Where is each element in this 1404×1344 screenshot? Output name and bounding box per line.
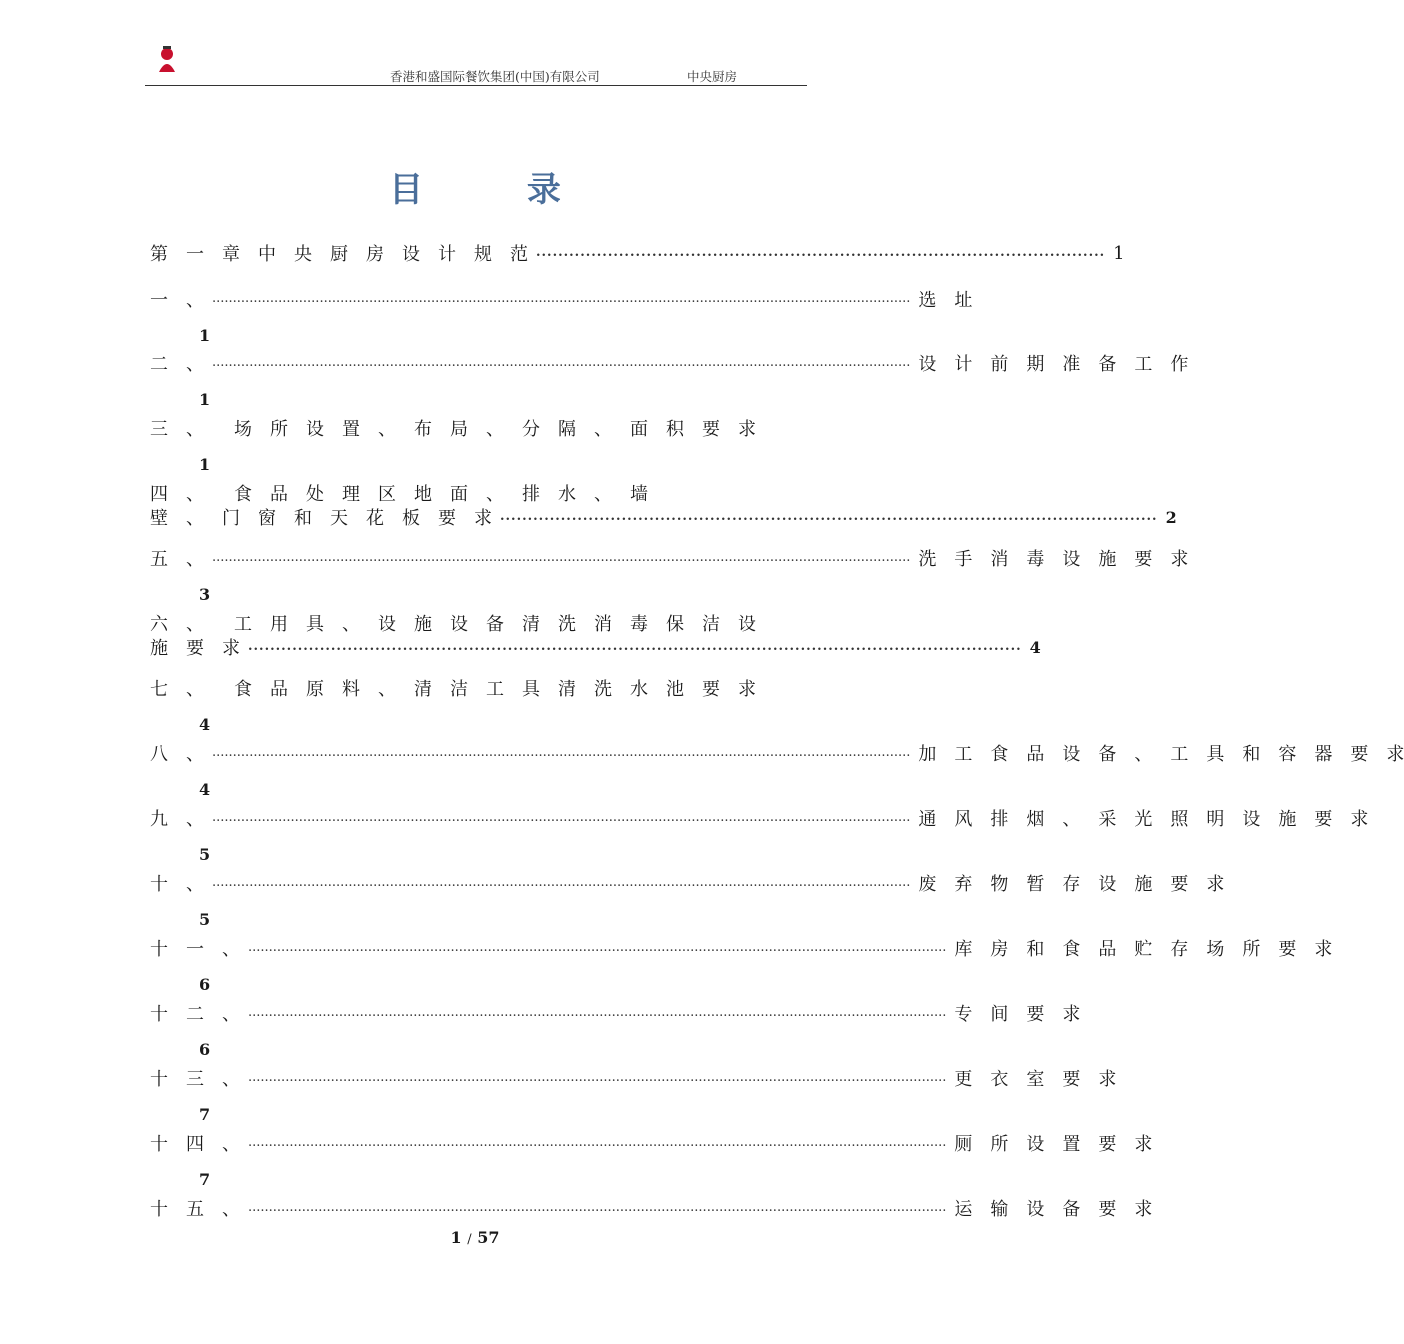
toc-char: 设 (1242, 809, 1261, 830)
toc-entry-label (150, 935, 240, 961)
toc-char: 天 (330, 508, 348, 529)
footer-total-pages: 57 (477, 1228, 500, 1247)
toc-char: 废 (918, 874, 937, 895)
toc-entry-2[interactable] (150, 348, 1189, 409)
toc-char: 设 (306, 419, 324, 440)
toc-char: 、 (186, 484, 204, 505)
toc-char: 设 (1062, 549, 1081, 570)
toc-char: 求 (1314, 939, 1333, 960)
toc-char: 十 (150, 1199, 168, 1220)
toc-leader: ......................................................................................................................................................................... (212, 550, 911, 565)
toc-entry-1[interactable] (150, 284, 973, 345)
toc-entry-6[interactable] (150, 608, 1041, 668)
toc-char: 求 (1206, 874, 1225, 895)
toc-entry-10[interactable] (150, 868, 1225, 929)
toc-leader: ......................................................................................................................................................................... (212, 291, 911, 306)
toc-char: 水 (630, 679, 648, 700)
toc-char: 、 (594, 484, 612, 505)
toc-entry-8[interactable] (150, 738, 1404, 799)
toc-char: 具 (522, 679, 540, 700)
toc-entry-title (954, 1065, 1116, 1091)
toc-char: 、 (186, 614, 204, 635)
toc-entry-5[interactable] (150, 543, 1189, 604)
toc-char: 央 (294, 244, 312, 265)
toc-entry-label (150, 286, 204, 312)
toc-char: 工 (954, 744, 973, 765)
toc-page-number: 1 (199, 390, 211, 409)
toc-char: 衣 (990, 1069, 1009, 1090)
toc-char: 光 (1134, 809, 1153, 830)
toc-char: 七 (150, 679, 168, 700)
toc-entry-title (954, 1130, 1152, 1156)
toc-char: 用 (270, 614, 288, 635)
toc-char: 计 (954, 354, 973, 375)
toc-char: 食 (990, 744, 1009, 765)
toc-leader: ......................................................................................................................................................................... (212, 810, 911, 825)
toc-entry-title-line2 (150, 504, 492, 530)
toc-char: 选 (918, 290, 937, 311)
toc-leader: ............................................................................................................................................ (248, 639, 1022, 654)
toc-page-number: 6 (199, 975, 211, 994)
toc-char: 和 (1242, 744, 1261, 765)
toc-char: 求 (1098, 1069, 1117, 1090)
toc-char: 品 (270, 484, 288, 505)
toc-entry-14[interactable] (150, 1128, 1153, 1189)
toc-entry-7[interactable] (150, 673, 802, 733)
toc-page-number: 4 (199, 780, 211, 799)
toc-char: 要 (1170, 874, 1189, 895)
toc-char: 场 (234, 419, 252, 440)
toc-char: 四 (150, 484, 168, 505)
toc-char: 施 (1134, 874, 1153, 895)
header-company-name: 香港和盛国际餐饮集团(中国)有限公司 (390, 69, 600, 84)
toc-entry-title (954, 1195, 1152, 1221)
toc-char: 、 (486, 484, 504, 505)
toc-char: 三 (150, 419, 168, 440)
toc-char: 所 (270, 419, 288, 440)
toc-char: 要 (1026, 1004, 1045, 1025)
toc-char: 地 (414, 484, 432, 505)
toc-char: 洗 (918, 549, 937, 570)
toc-char: 、 (186, 874, 204, 895)
toc-char: 明 (1206, 809, 1225, 830)
toc-page-number: 5 (199, 910, 211, 929)
toc-char: 要 (702, 419, 720, 440)
toc-char: 房 (990, 939, 1009, 960)
toc-char: 存 (1062, 874, 1081, 895)
toc-page-number: 2 (1165, 507, 1177, 527)
toc-char: 场 (1206, 939, 1225, 960)
toc-leader: ......................................................................................................................................................................... (248, 1070, 947, 1085)
toc-char: 、 (186, 508, 204, 529)
toc-char: 和 (1026, 939, 1045, 960)
toc-char: 物 (990, 874, 1009, 895)
toc-char: 设 (402, 244, 420, 265)
toc-char: 二 (150, 354, 168, 375)
toc-char: 所 (990, 1134, 1009, 1155)
toc-char: 区 (378, 484, 396, 505)
toc-char: 清 (558, 679, 576, 700)
toc-char: 要 (1098, 1199, 1117, 1220)
toc-entry-label (150, 740, 204, 766)
toc-title: 目 录 (389, 170, 607, 210)
toc-char: 洁 (702, 614, 720, 635)
toc-char: 、 (186, 809, 204, 830)
toc-char: 贮 (1134, 939, 1153, 960)
toc-char: 置 (1062, 1134, 1081, 1155)
toc-char: 洗 (594, 679, 612, 700)
toc-char: 十 (150, 1069, 168, 1090)
toc-entry-label (150, 350, 204, 376)
toc-page-number: 6 (199, 1040, 211, 1059)
toc-char: 和 (294, 508, 312, 529)
toc-leader: ....................................................................................................................... (500, 509, 1158, 524)
toc-char: 积 (666, 419, 684, 440)
toc-char: 原 (306, 679, 324, 700)
toc-char: 前 (990, 354, 1009, 375)
footer-separator: / (467, 1232, 472, 1247)
toc-char: 设 (450, 614, 468, 635)
toc-char: 输 (990, 1199, 1009, 1220)
toc-leader: ......................................................................................................................................................................... (248, 1005, 947, 1020)
toc-char: 八 (150, 744, 168, 765)
toc-char: 加 (918, 744, 937, 765)
toc-char: 、 (186, 354, 204, 375)
toc-char: 十 (150, 1134, 168, 1155)
toc-char: 局 (450, 419, 468, 440)
toc-char: 隔 (558, 419, 576, 440)
toc-char: 存 (1170, 939, 1189, 960)
toc-page-number: 4 (1029, 637, 1041, 657)
toc-char: 壁 (150, 508, 168, 529)
toc-char: 求 (1062, 1004, 1081, 1025)
toc-char: 备 (1098, 354, 1117, 375)
toc-char: 所 (1242, 939, 1261, 960)
toc-leader: ......................................................................................................................................................................... (248, 940, 947, 955)
toc-entry-12[interactable] (150, 998, 1081, 1059)
toc-char: 、 (186, 744, 204, 765)
toc-char: 五 (186, 1199, 204, 1220)
toc-char: 二 (186, 1004, 204, 1025)
toc-char: 设 (918, 354, 937, 375)
toc-char: 洁 (450, 679, 468, 700)
toc-char: 置 (342, 419, 360, 440)
toc-page-number: 3 (199, 585, 211, 604)
toc-entry-11[interactable] (150, 933, 1333, 994)
toc-page-number: 1 (199, 326, 211, 345)
toc-char: 具 (306, 614, 324, 635)
toc-char: 照 (1170, 809, 1189, 830)
toc-char: 、 (378, 419, 396, 440)
toc-char: 烟 (1026, 809, 1045, 830)
toc-char: 要 (186, 638, 204, 659)
toc-char: 通 (918, 809, 937, 830)
toc-char: 十 (150, 939, 168, 960)
toc-char: 求 (222, 638, 240, 659)
toc-char: 处 (306, 484, 324, 505)
toc-page-number: 5 (199, 845, 211, 864)
toc-char: 九 (150, 809, 168, 830)
toc-char: 布 (414, 419, 432, 440)
toc-char: 食 (1062, 939, 1081, 960)
toc-char: 暂 (1026, 874, 1045, 895)
toc-char: 食 (234, 679, 252, 700)
toc-char: 器 (1314, 744, 1333, 765)
toc-char: 求 (1134, 1134, 1153, 1155)
toc-char: 求 (738, 679, 756, 700)
toc-char: 更 (954, 1069, 973, 1090)
toc-entry-9[interactable] (150, 803, 1369, 864)
toc-char: 厨 (330, 244, 348, 265)
toc-leader: ....................................................................................................... (536, 245, 1106, 260)
toc-page-number: 7 (199, 1105, 211, 1124)
toc-entry-title (954, 1000, 1080, 1026)
toc-char: 规 (474, 244, 492, 265)
toc-entry-title (918, 870, 1224, 896)
toc-char: 、 (186, 290, 204, 311)
toc-char: 、 (186, 549, 204, 570)
toc-entry-label (150, 415, 204, 441)
toc-entry-title (918, 545, 1188, 571)
toc-char: 间 (990, 1004, 1009, 1025)
toc-char: 求 (1386, 744, 1404, 765)
toc-char: 施 (1098, 549, 1117, 570)
toc-entry-title-line2 (150, 634, 240, 660)
toc-leader: ......................................................................................................................................................................... (212, 355, 911, 370)
toc-entry-label (150, 545, 204, 571)
toc-char: 求 (1350, 809, 1369, 830)
toc-entry-label (150, 1000, 240, 1026)
toc-char: 品 (1026, 744, 1045, 765)
toc-char: 毒 (630, 614, 648, 635)
toc-char: 清 (522, 614, 540, 635)
toc-char: 求 (1170, 549, 1189, 570)
toc-entry-title (234, 675, 756, 701)
page-footer (0, 1228, 950, 1247)
toc-page-number: 1 (1113, 242, 1125, 264)
toc-char: 风 (954, 809, 973, 830)
toc-char: 范 (510, 244, 528, 265)
toc-char: 、 (222, 1004, 240, 1025)
toc-entry-13[interactable] (150, 1063, 1117, 1124)
toc-entry-label (150, 240, 528, 266)
toc-char: 作 (1170, 354, 1189, 375)
toc-char: 章 (222, 244, 240, 265)
toc-char: 洗 (558, 614, 576, 635)
toc-char: 花 (366, 508, 384, 529)
toc-char: 一 (186, 244, 204, 265)
toc-char: 备 (1062, 1199, 1081, 1220)
toc-char: 品 (1098, 939, 1117, 960)
toc-entry-title (954, 935, 1332, 961)
toc-entry-title (918, 286, 972, 312)
toc-entry-label (150, 1065, 240, 1091)
toc-char: 板 (402, 508, 420, 529)
toc-char: 准 (1062, 354, 1081, 375)
toc-char: 池 (666, 679, 684, 700)
toc-char: 采 (1098, 809, 1117, 830)
toc-char: 备 (1098, 744, 1117, 765)
toc-entry-title (918, 740, 1404, 766)
toc-page-number: 7 (199, 1170, 211, 1189)
toc-char: 要 (1062, 1069, 1081, 1090)
toc-char: 要 (1314, 809, 1333, 830)
toc-char: 水 (558, 484, 576, 505)
toc-char: 三 (186, 1069, 204, 1090)
toc-char: 施 (1278, 809, 1297, 830)
toc-char: 排 (522, 484, 540, 505)
toc-char: 具 (1206, 744, 1225, 765)
toc-entry-title (918, 805, 1368, 831)
toc-char: 一 (150, 290, 168, 311)
toc-char: 面 (630, 419, 648, 440)
toc-entry-label (150, 1195, 240, 1221)
toc-char: 库 (954, 939, 973, 960)
toc-char: 手 (954, 549, 973, 570)
toc-char: 施 (414, 614, 432, 635)
footer-current-page: 1 (450, 1228, 462, 1247)
toc-leader: ......................................................................................................................................................................... (212, 875, 911, 890)
toc-char: 、 (222, 1069, 240, 1090)
toc-char: 工 (1170, 744, 1189, 765)
toc-char: 房 (366, 244, 384, 265)
header-department: 中央厨房 (687, 69, 738, 84)
toc-char: 十 (150, 1004, 168, 1025)
toc-char: 室 (1026, 1069, 1045, 1090)
toc-char: 要 (1278, 939, 1297, 960)
toc-char: 运 (954, 1199, 973, 1220)
toc-char: 排 (990, 809, 1009, 830)
toc-char: 设 (378, 614, 396, 635)
toc-char: 、 (1062, 809, 1081, 830)
toc-char: 面 (450, 484, 468, 505)
toc-char: 工 (234, 614, 252, 635)
toc-char: 一 (186, 939, 204, 960)
toc-entry-title (918, 350, 1188, 376)
toc-char: 料 (342, 679, 360, 700)
company-logo (155, 42, 245, 82)
toc-char: 要 (1098, 1134, 1117, 1155)
toc-char: 、 (222, 939, 240, 960)
toc-char: 期 (1026, 354, 1045, 375)
toc-char: 十 (150, 874, 168, 895)
toc-char: 、 (486, 419, 504, 440)
toc-char: 设 (1098, 874, 1117, 895)
toc-char: 工 (486, 679, 504, 700)
toc-char: 四 (186, 1134, 204, 1155)
toc-char: 工 (1134, 354, 1153, 375)
toc-char: 计 (438, 244, 456, 265)
toc-entry-title (234, 415, 756, 441)
toc-char: 六 (150, 614, 168, 635)
toc-char: 消 (594, 614, 612, 635)
toc-char: 第 (150, 244, 168, 265)
page-header (145, 40, 807, 86)
toc-leader: ......................................................................................................................................................................... (212, 745, 911, 760)
toc-char: 分 (522, 419, 540, 440)
toc-char: 保 (666, 614, 684, 635)
toc-char: 求 (474, 508, 492, 529)
toc-char: 址 (954, 290, 973, 311)
toc-leader: ......................................................................................................................................................................... (248, 1135, 947, 1150)
toc-char: 五 (150, 549, 168, 570)
toc-char: 要 (1134, 549, 1153, 570)
toc-char: 、 (222, 1199, 240, 1220)
toc-char: 墙 (630, 484, 648, 505)
toc-char: 食 (234, 484, 252, 505)
toc-page-number: 4 (199, 715, 211, 734)
toc-char: 门 (222, 508, 240, 529)
toc-entry-label (150, 675, 204, 701)
toc-entry-label (150, 870, 204, 896)
toc-char: 求 (1134, 1199, 1153, 1220)
toc-char: 、 (378, 679, 396, 700)
toc-entry-3[interactable] (150, 413, 802, 473)
toc-char: 要 (1350, 744, 1369, 765)
toc-entry-label (150, 805, 204, 831)
toc-char: 消 (990, 549, 1009, 570)
toc-char: 设 (1026, 1199, 1045, 1220)
toc-char: 设 (1062, 744, 1081, 765)
toc-char: 、 (186, 679, 204, 700)
toc-char: 施 (150, 638, 168, 659)
toc-char: 窗 (258, 508, 276, 529)
toc-page-number: 1 (199, 455, 211, 474)
toc-char: 备 (486, 614, 504, 635)
toc-entry-label (150, 1130, 240, 1156)
toc-char: 理 (342, 484, 360, 505)
toc-char: 要 (438, 508, 456, 529)
toc-char: 、 (594, 419, 612, 440)
toc-char: 设 (738, 614, 756, 635)
toc-leader: ......................................................................................................................................................................... (248, 1200, 947, 1215)
toc-char: 容 (1278, 744, 1297, 765)
toc-char: 、 (342, 614, 360, 635)
toc-char: 专 (954, 1004, 973, 1025)
toc-char: 设 (1026, 1134, 1045, 1155)
toc-char: 中 (258, 244, 276, 265)
toc-char: 要 (702, 679, 720, 700)
toc-char: 、 (1134, 744, 1153, 765)
toc-char: 清 (414, 679, 432, 700)
toc-entry-4[interactable] (150, 478, 1177, 538)
toc-char: 弃 (954, 874, 973, 895)
toc-char: 、 (222, 1134, 240, 1155)
toc-char: 毒 (1026, 549, 1045, 570)
toc-char: 、 (186, 419, 204, 440)
toc-char: 厕 (954, 1134, 973, 1155)
toc-char: 求 (738, 419, 756, 440)
toc-char: 品 (270, 679, 288, 700)
